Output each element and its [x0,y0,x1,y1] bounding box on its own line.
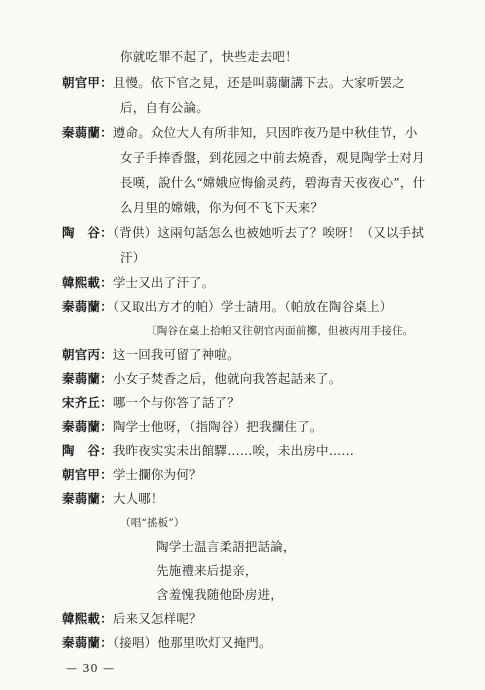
dialogue-line [120,174,425,192]
speaker-name: 朝官甲： [62,467,113,482]
dialogue-text: 么月里的嫦娥，你为何不飞下天来？ [120,200,324,215]
dialogue-line [62,442,354,460]
dialogue-text: 学士又出了汗了。 [112,275,215,290]
speaker-name: 韓熙載： [62,275,113,290]
speaker-name: 秦蒻蘭： [62,491,113,506]
verse-line [156,586,283,604]
dialogue-text: 这一回我可留了神啦。 [112,347,240,362]
verse-text: 含羞愧我随他卧房进， [156,587,284,602]
verse-text: 先施禮来后提亲， [156,563,258,578]
dialogue-text: 哪一个与你答了話了？ [112,395,240,410]
dialogue-text: 且慢。依下官之見，还是叫蒻蘭講下去。大家听罢之 [112,75,405,90]
stage-direction-text: 〔陶谷在桌上拾帕又往朝官丙面前擲，但被丙用手接住。 [146,325,414,337]
dialogue-line [62,274,214,292]
speaker-name: 秦蒻蘭： [62,125,113,140]
dialogue-text: 女子手捧香盤，到花园之中前去燒香，观見陶学士对月 [120,150,425,165]
speaker-name: 宋齐丘： [62,395,113,410]
speaker-name: 陶 谷： [62,443,113,458]
dialogue-line [62,224,424,242]
dialogue-text: （接唱）他那里吹灯又掩門。 [112,635,272,650]
dialogue-line [120,199,323,217]
speaker-name: 秦蒻蘭： [62,371,113,386]
dialogue-text: 后来又怎样呢？ [112,611,202,626]
dialogue-line [62,634,272,652]
dialogue-line [62,298,392,316]
dialogue-text: 長嘆，說什么“嫦娥应悔偷灵药，碧海青天夜夜心”，什 [120,175,426,190]
dialogue-text: 你就吃罪不起了，快些走去吧！ [120,49,298,64]
speaker-name: 秦蒻蘭： [62,419,113,434]
speaker-name: 陶 谷： [62,225,113,240]
dialogue-line [62,124,418,142]
dialogue-text: 后，自有公論。 [120,100,209,115]
verse-line [156,538,296,556]
dialogue-text: 陶学士他呀，（指陶谷）把我攔住了。 [112,419,323,434]
dialogue-line [62,346,240,364]
dialogue-line [62,418,322,436]
speaker-name: 朝官甲： [62,75,113,90]
dialogue-text: （又取出方才的帕）学士請用。（帕放在陶谷桌上） [112,299,393,314]
dialogue-line [62,466,202,484]
dialogue-text: 汗） [120,250,146,265]
speaker-name: 秦蒻蘭： [62,635,113,650]
speaker-name: 朝官丙： [62,347,113,362]
verse-text: 陶学士温言柔語把話論， [156,539,296,554]
dialogue-text: 大人哪！ [112,491,164,506]
dialogue-line [62,74,405,92]
dialogue-text: 遵命。众位大人有所非知，只因昨夜乃是中秋佳节，小 [112,125,418,140]
dialogue-text: 我昨夜实实未出館驛……唉，未出房中…… [112,443,355,458]
verse-line [156,562,258,580]
dialogue-text: （背供）这兩句話怎么也被她听去了？唉呀！（又以手拭 [112,225,425,240]
dialogue-line [120,99,209,117]
dialogue-line [120,249,145,267]
stage-direction [146,322,414,340]
page-number: — 30 — [66,662,115,675]
speaker-name: 韓熙載： [62,611,113,626]
stage-direction-text: （唱“搖板”） [120,517,185,529]
dialogue-line [62,490,164,508]
dialogue-line [62,610,202,628]
dialogue-text: 小女子焚香之后，他就向我答起話来了。 [112,371,342,386]
dialogue-line [120,149,425,167]
speaker-name: 秦蒻蘭： [62,299,113,314]
dialogue-line [62,370,341,388]
dialogue-line [120,48,298,66]
stage-direction [120,514,185,532]
dialogue-text: 学士攔你为何？ [112,467,202,482]
dialogue-line [62,394,240,412]
